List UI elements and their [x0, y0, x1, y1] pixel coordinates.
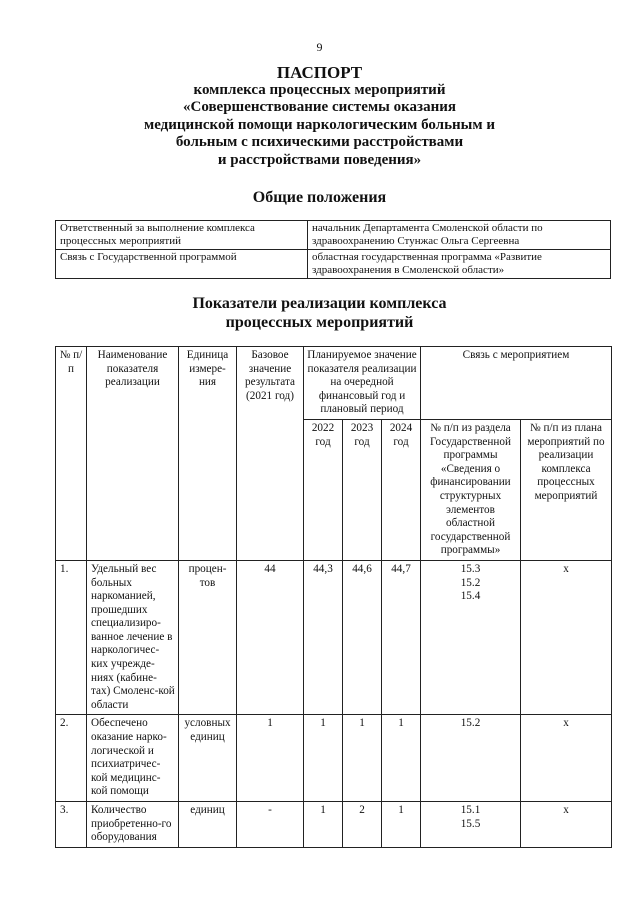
row-2023: 2 — [343, 802, 382, 848]
header-planned: Планируемое значение показателя реализации на очередной финансовый год и плановый период — [304, 347, 421, 420]
info-label: Связь с Государственной программой — [56, 250, 308, 279]
row-2024: 1 — [382, 802, 421, 848]
row-base: 44 — [237, 560, 304, 715]
passport-title-line: и расстройствами поведения» — [217, 151, 422, 168]
row-link-plan: x — [521, 560, 612, 715]
row-num: 1. — [56, 560, 87, 715]
row-name: Количество приобретенно-го оборудования — [87, 802, 179, 848]
row-name: Обеспечено оказание нарко-логической и психиатричес-кой медицинс-кой помощи — [87, 715, 179, 802]
row-name: Удельный вес больных наркоманией, прошедших специализиро-ванное лечение в наркологичес-ких учрежде-ниях (кабине-тах) Смоленс-кой области — [87, 560, 179, 715]
indicators-table — [55, 346, 612, 848]
table-row — [56, 560, 612, 715]
table-header-row — [56, 347, 612, 420]
header-unit: Единица измере-ния — [179, 347, 237, 561]
table-row — [56, 802, 612, 848]
header-num: № п/п — [56, 347, 87, 561]
row-2023: 44,6 — [343, 560, 382, 715]
header-link-section: № п/п из раздела Государственной программы «Сведения о финансировании структурных элементов областной государственной программы» — [421, 419, 521, 560]
header-link-plan: № п/п из плана мероприятий по реализации комплекса процессных мероприятий — [521, 419, 612, 560]
row-2024: 1 — [382, 715, 421, 802]
row-link-plan: x — [521, 802, 612, 848]
row-unit: процен-тов — [179, 560, 237, 715]
header-year-2023: 2023 год — [343, 419, 382, 560]
link-code: 15.1 — [460, 804, 481, 816]
row-num: 2. — [56, 715, 87, 802]
general-heading: Общие положения — [252, 189, 387, 206]
header-link: Связь с мероприятием — [421, 347, 612, 420]
general-info-table — [55, 220, 611, 279]
indicators-heading — [0, 294, 639, 332]
link-code: 15.3 — [460, 562, 481, 575]
passport-title-line: больным с психическими расстройствами — [175, 134, 464, 150]
table-row — [56, 715, 612, 802]
row-unit: условных единиц — [179, 715, 237, 802]
link-code: 15.2 — [460, 576, 481, 589]
row-base: 1 — [237, 715, 304, 802]
header-base: Базовое значение результата (2021 год) — [237, 347, 304, 561]
row-link-section — [421, 802, 521, 848]
info-value: начальник Департамента Смоленской области по здравоохранению Стунжас Ольга Сергеевна — [308, 221, 611, 250]
passport-title-line: ПАСПОРТ — [276, 63, 363, 82]
header-year-2022: 2022 год — [304, 419, 343, 560]
row-num: 3. — [56, 802, 87, 848]
page-number: 9 — [316, 40, 323, 54]
info-value: областная государственная программа «Развитие здравоохранения в Смоленской области» — [308, 250, 611, 279]
row-link-plan: x — [521, 715, 612, 802]
row-2024: 44,7 — [382, 560, 421, 715]
passport-title-line: медицинской помощи наркологическим больным и — [144, 116, 495, 133]
row-2023: 1 — [343, 715, 382, 802]
row-unit: единиц — [179, 802, 237, 848]
passport-title-line: комплекса процессных мероприятий — [193, 81, 446, 98]
row-2022: 1 — [304, 802, 343, 848]
header-year-2024: 2024 год — [382, 419, 421, 560]
row-link-section — [421, 560, 521, 715]
header-name: Наименование показателя реализации — [87, 347, 179, 561]
link-code: 15.5 — [460, 817, 481, 830]
row-2022: 44,3 — [304, 560, 343, 715]
table-row — [56, 250, 611, 279]
row-2022: 1 — [304, 715, 343, 802]
table-row — [56, 221, 611, 250]
row-base: - — [237, 802, 304, 848]
passport-title-line: «Совершенствование системы оказания — [183, 99, 456, 115]
link-code: 15.4 — [460, 590, 481, 603]
indicators-heading-line: Показатели реализации комплекса — [192, 295, 447, 312]
passport-title — [0, 64, 639, 169]
link-code: 15.2 — [460, 717, 481, 730]
indicators-heading-line: процессных мероприятий — [225, 314, 414, 331]
row-link-section — [421, 715, 521, 802]
info-label: Ответственный за выполнение комплекса процессных мероприятий — [56, 221, 308, 250]
